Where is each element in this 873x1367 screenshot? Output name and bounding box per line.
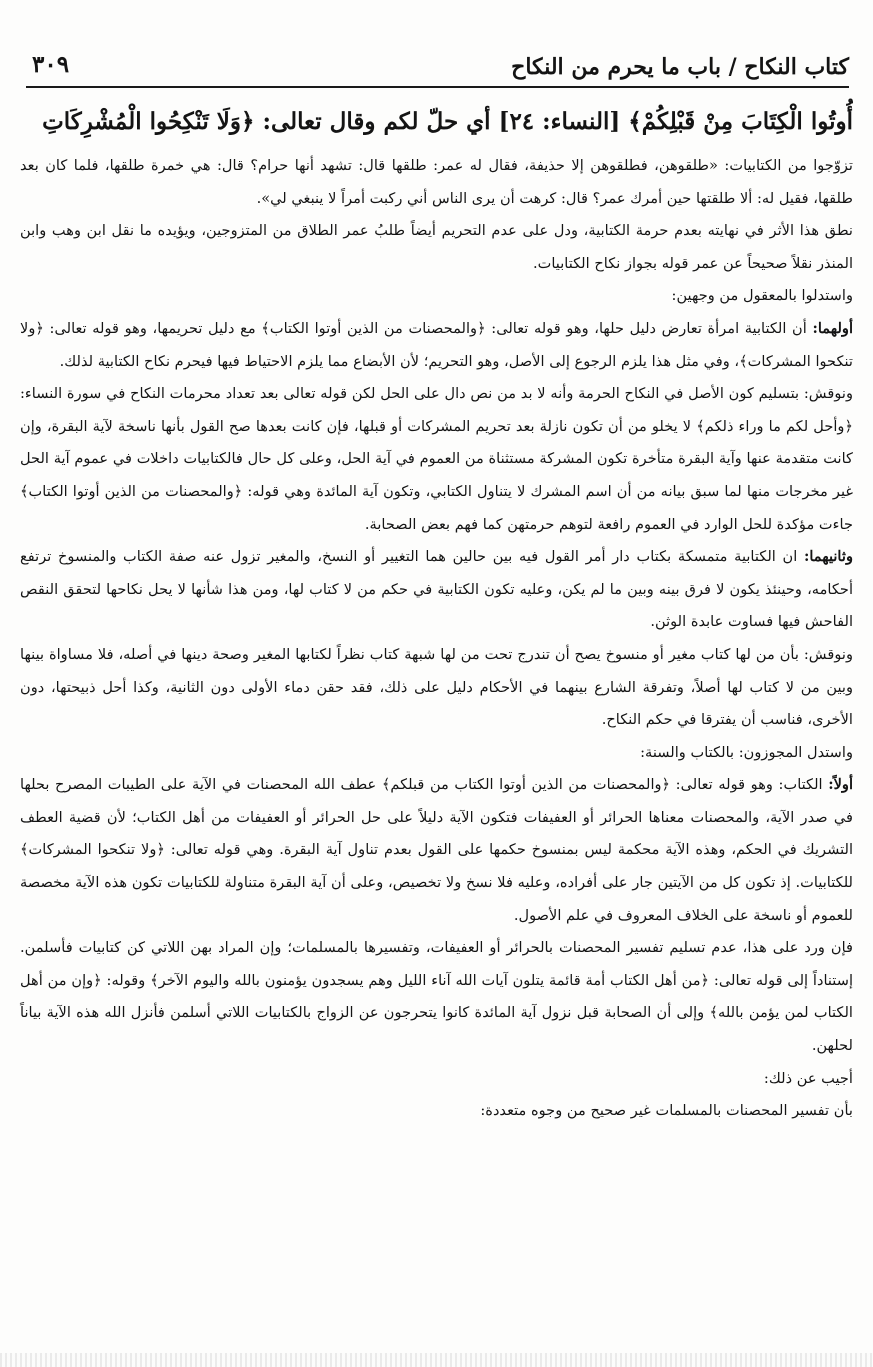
paragraph-text: أن الكتابية امرأة تعارض دليل حلها، وهو قوله تعالى: ﴿والمحصنات من الذين أوتوا الكتاب﴾ مع دليل تحريمها، وهو قوله تعالى: ﴿ولا تنكحوا المشركات﴾، وفي مثل هذا يلزم الرجوع إلى الأصل، وهو التحريم؛ لأن الأبضاع مما يلزم الاحتياط فيها فيحرم نكاح الكتابية لذلك. [20, 319, 853, 370]
paragraph-text: واستدلوا بالمعقول من وجهين: [671, 287, 853, 305]
paragraph [20, 737, 853, 770]
opening-verse-line: أُوتُوا الْكِتَابَ مِنْ قَبْلِكُمْ﴾ [النساء: ٢٤] أي حلّ لكم وقال تعالى: ﴿وَلَا تَنْكِحُوا الْمُشْرِكَاتِ [42, 108, 853, 135]
paragraph-lead: أولهما: [812, 319, 853, 337]
paragraph [20, 313, 853, 378]
paragraph-text: فإن ورد على هذا، عدم تسليم تفسير المحصنات بالحرائر أو العفيفات، وتفسيرها بالمسلمات؛ وإن المراد بهن اللاتي كن كتابيات فأسلمن. إستناداً إلى قوله تعالى: ﴿من أهل الكتاب أمة قائمة يتلون آيات الله آناء الليل وهم يسجدون يؤمنون بالله واليوم الآخر﴾ وقوله: ﴿وإن من أهل الكتاب لمن يؤمن بالله﴾ وإلى أن الصحابة قبل نزول آية المائدة كانوا يتحرجون عن الزواج بالكتابيات اللاتي أسلمن فأنزل الله هذه الآية بياناً لحلهن. [20, 939, 853, 1055]
paragraph [20, 1095, 853, 1128]
running-header [26, 38, 849, 88]
paragraph [20, 215, 853, 280]
paragraph [20, 150, 853, 215]
paragraph [20, 769, 853, 932]
paragraph [20, 1063, 853, 1096]
paragraph [20, 932, 853, 1062]
paragraph-text: ان الكتابية متمسكة بكتاب دار أمر القول فيه بين حالين هما التغيير أو النسخ، والمغير تزول عنه صفة الكتاب والمنسوخ ترتفع أحكامه، وحينئذ يكون لا فرق بينه وبين ما لم يكن، وعليه تكون الكتابية في حكم من لا كتاب لها، ومن هذا شأنها لا يحل نكاحها لتحقق النقص الفاحش فيها فساوت عابدة الوثن. [20, 548, 853, 631]
paragraph-text: ونوقش: بتسليم كون الأصل في النكاح الحرمة وأنه لا بد من نص دال على الحل لكن قوله تعالى بعد تعداد محرمات النكاح في سورة النساء: ﴿وأحل لكم ما وراء ذلكم﴾ لا يخلو من أن تكون نازلة بعد تحريم المشركات أو قبلها، فإن كانت بعدها صح القول بأنها ناسخة لآية البقرة، وإن كانت متقدمة عنها وآية البقرة متأخرة تكون المشركة مستثناة من العموم في آية الحل، وعلى كل حال فالكتابيات داخلات في عموم آية الحل غير مخرجات منها لما سبق بيانه من أن اسم المشرك لا يتناول الكتابي، وتكون آية المائدة وهي قوله: ﴿والمحصنات من الذين أوتوا الكتاب﴾ جاءت مؤكدة للحل الوارد في العموم رافعة لتوهم حرمتهن كما فهم بعض الصحابة. [20, 385, 853, 533]
paragraph-text: نطق هذا الأثر في نهايته بعدم حرمة الكتابية، ودل على عدم التحريم أيضاً طلبُ عمر الطلاق من المتزوجين، ويؤيده ما نقل ابن وهب وابن المنذر نقلاً صحيحاً عن عمر قوله بجواز نكاح الكتابيات. [20, 222, 853, 272]
paragraph-lead: أولاً: [828, 776, 853, 794]
paragraph [20, 639, 853, 737]
paragraph-text: واستدل المجوزون: بالكتاب والسنة: [640, 743, 853, 761]
paragraph [20, 280, 853, 313]
body-text [20, 94, 853, 1128]
paragraph [20, 541, 853, 639]
paragraph-lead: وثانيهما: [803, 548, 853, 566]
paragraph [20, 378, 853, 541]
page-bottom-edge [0, 1353, 873, 1367]
paragraph-text: بأن تفسير المحصنات بالمسلمات غير صحيح من وجوه متعددة: [480, 1102, 853, 1120]
paragraph-text: الكتاب: وهو قوله تعالى: ﴿والمحصنات من الذين أوتوا الكتاب من قبلكم﴾ عطف الله المحصنات في الآية على الطيبات المصرح بحلها في صدر الآية، والمحصنات معناها الحرائر أو العفيفات فتكون الآية دليلاً على حل الحرائر أو العفيفات من أهل الكتاب؛ لأن قضية العطف التشريك في الحكم، وهذه الآية محكمة ليس بمنسوخ حكمها على القول بعدم تناول آية البقرة. وهي قوله تعالى: ﴿ولا تنكحوا المشركات﴾ للكتابيات. إذ تكون كل من الآيتين جار على أفراده، وعليه فلا نسخ ولا تخصيص، وعلى أن آية البقرة متناولة للكتابيات تكون هذه الآية مخصصة للعموم أو ناسخة على الخلاف المعروف في علم الأصول. [20, 776, 853, 924]
paragraph-text: تزوّجوا من الكتابيات: «طلقوهن، فطلقوهن إلا حذيفة، فقال له عمر: طلقها قال: تشهد أنها حرام؟ قال: هي خمرة طلقها، فلما كان بعد طلقها، فقيل له: ألا طلقتها حين أمرك عمر؟ قال: كرهت أن يرى الناس أني ركبت أمراً لا ينبغي لي». [20, 157, 853, 207]
paragraph-text: أجيب عن ذلك: [763, 1069, 853, 1087]
chapter-title: كتاب النكاح / باب ما يحرم من النكاح [511, 54, 849, 80]
paragraph-text: ونوقش: بأن من لها كتاب مغير أو منسوخ يصح أن تندرج تحت من لها شبهة كتاب نظراً لكتابها المغير وصحة دينها في أصله، فلا مساواة بينها وبين من لا كتاب لها أصلاً، وتفرقة الشارع بينهما في الأحكام دليل على ذلك، فقد حقن دماء الأولى دون الثانية، وكذا أحل ذبيحتها، دون الأخرى، فناسب أن يفترقا في حكم النكاح. [20, 645, 853, 729]
page-number: ٣٠٩ [32, 51, 70, 78]
